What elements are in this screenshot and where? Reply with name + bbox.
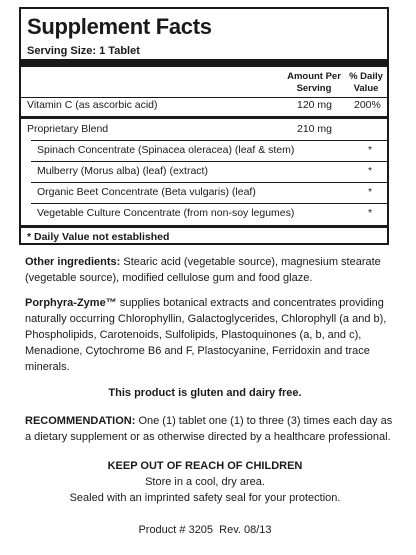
warning-title: KEEP OUT OF REACH OF CHILDREN (107, 460, 303, 472)
recommendation-label: RECOMMENDATION: (25, 415, 136, 427)
porphyra-description (25, 295, 397, 375)
nutrient-name: Vitamin C (as ascorbic acid) (27, 99, 158, 111)
porphyra-text: supplies botanical extracts and concentrates providing naturally occurring Chlorophyllin, Galactoglycerides, Chlorophyll (a and b), Phospholipids, Carotenoids, Sulfolipids, Plastoquinones (a, b, and c), Menadione, Cytochrome B6 and F, Plastocyanine, Ferridoxin and trace minerals. (25, 297, 387, 373)
row-divider (31, 203, 387, 204)
other-ingredients (25, 254, 397, 286)
amount-header: Amount Per Serving (287, 71, 341, 94)
facts-title: Supplement Facts (27, 14, 212, 39)
porphyra-label: Porphyra-Zyme™ (25, 297, 117, 309)
nutrient-dv: 200% (354, 99, 381, 111)
storage-instructions: Store in a cool, dry area. (145, 476, 265, 488)
footer-divider (21, 225, 387, 228)
blend-item-dv: * (368, 144, 373, 156)
recommendation-text: One (1) tablet one (1) to three (3) times each day as a dietary supplement or as otherwise directed by a healthcare professional. (25, 415, 393, 443)
section-divider (21, 116, 387, 119)
gluten-free-notice: This product is gluten and dairy free. (108, 387, 302, 399)
nutrient-amount: 210 mg (297, 123, 333, 135)
nutrient-amount: 120 mg (297, 99, 333, 111)
supplement-facts-panel (19, 7, 389, 245)
other-ingredients-label: Other ingredients: (25, 256, 121, 268)
blend-item-name: Organic Beet Concentrate (Beta vulgaris) (leaf) (37, 186, 256, 198)
row-divider (31, 182, 387, 183)
blend-item-name: Spinach Concentrate (Spinacea oleracea) (leaf & stem) (37, 144, 295, 156)
thick-divider (21, 59, 387, 67)
blend-item-dv: * (368, 165, 373, 177)
blend-item-dv: * (368, 207, 373, 219)
product-number: Product # 3205 Rev. 08/13 (138, 524, 272, 536)
row-divider (31, 140, 387, 141)
daily-value-header: % Daily Value (349, 71, 383, 94)
blend-item-name: Mulberry (Morus alba) (leaf) (extract) (37, 165, 208, 177)
serving-size: Serving Size: 1 Tablet (27, 45, 140, 57)
blend-item-name: Vegetable Culture Concentrate (from non-soy legumes) (37, 207, 295, 219)
nutrient-name: Proprietary Blend (27, 123, 109, 135)
blend-item-dv: * (368, 186, 373, 198)
other-ingredients-text: Stearic acid (vegetable source), magnesium stearate (vegetable source), modified cellulose gum and food glaze. (25, 256, 381, 284)
row-divider (31, 161, 387, 162)
safety-seal-notice: Sealed with an imprinted safety seal for your protection. (69, 492, 341, 504)
daily-value-footnote: * Daily Value not established (27, 231, 170, 243)
recommendation (25, 413, 397, 445)
